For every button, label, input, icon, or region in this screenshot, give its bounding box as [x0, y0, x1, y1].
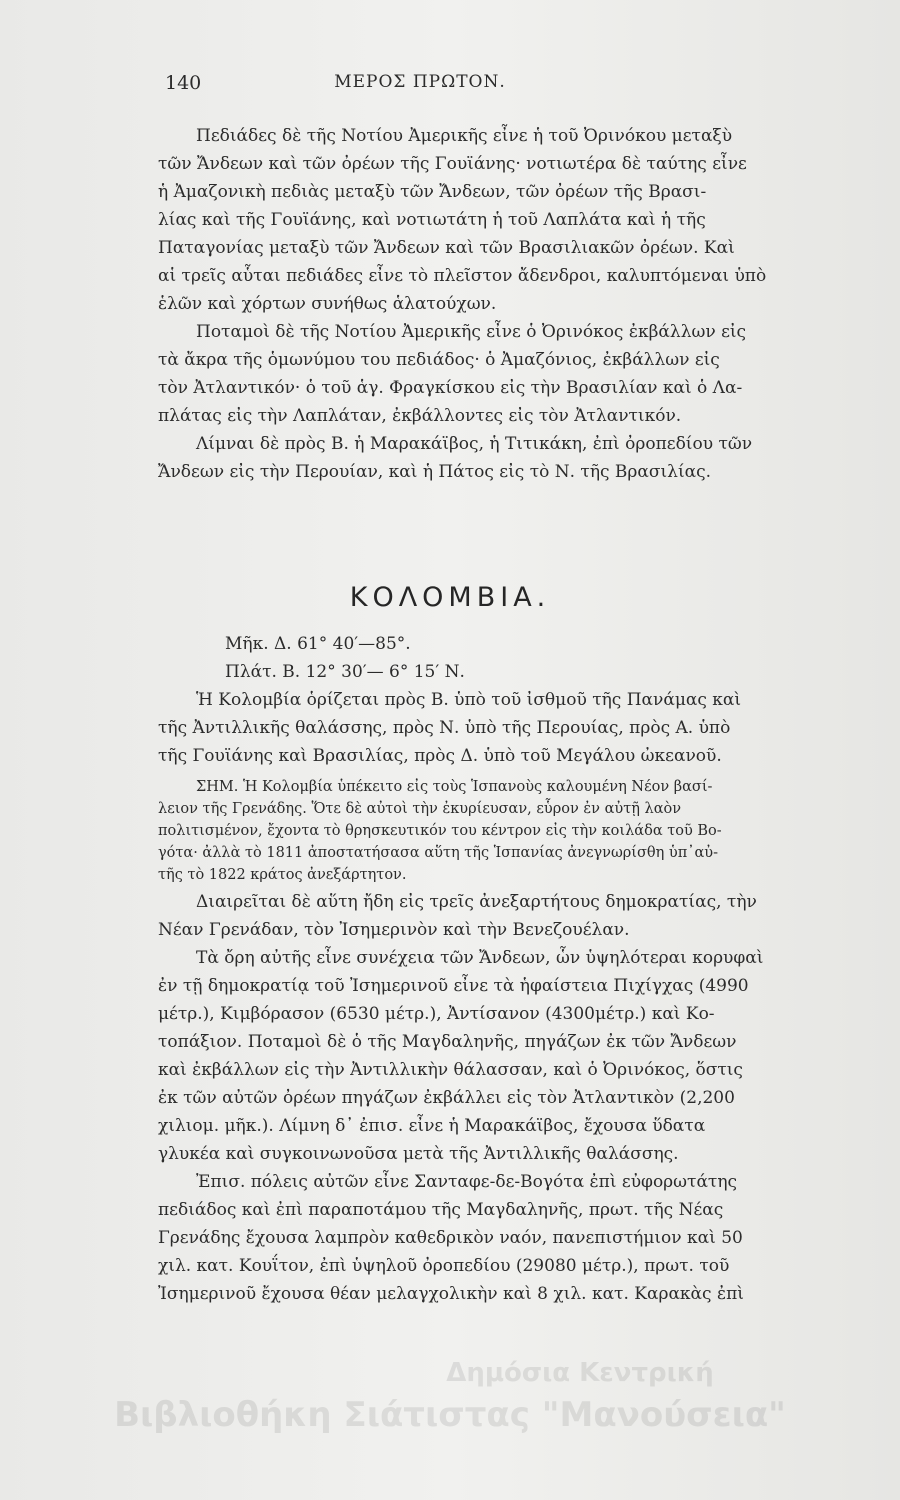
text-line: Ἡ Κολομβία ὁρίζεται πρὸς Β. ὑπὸ τοῦ ἰσθμοῦ τῆς Πανάμας καὶ	[196, 690, 742, 710]
note-line: ΣΗΜ. Ἡ Κολομβία ὑπέκειτο εἰς τοὺς Ἱσπανοὺς καλουμένη Νέον βασί-	[196, 779, 713, 795]
text-line: χιλ. κατ. Κουΐτον, ἐπὶ ὑψηλοῦ ὀροπεδίου (29080 μέτρ.), πρωτ. τοῦ	[158, 1256, 730, 1276]
text-line: τοπάξιον. Ποταμοὶ δὲ ὁ τῆς Μαγδαληνῆς, πηγάζων ἐκ τῶν Ἄνδεων	[158, 1032, 737, 1052]
longitude-line: Μῆκ. Δ. 61° 40′—85°.	[225, 634, 411, 654]
latitude-line: Πλάτ. Β. 12° 30′— 6° 15′ Ν.	[225, 662, 465, 682]
text-line: τῆς Γουϊάνης καὶ Βρασιλίας, πρὸς Δ. ὑπὸ τοῦ Μεγάλου ὠκεανοῦ.	[158, 746, 722, 766]
note-line: τῆς τὸ 1822 κράτος ἀνεξάρτητον.	[158, 867, 407, 883]
text-line: ἡ Ἀμαζονικὴ πεδιὰς μεταξὺ τῶν Ἄνδεων, τῶν ὀρέων τῆς Βρασι-	[158, 182, 707, 202]
note-line: πολιτισμένον, ἔχοντα τὸ θρησκευτικόν του κέντρον εἰς τὴν κοιλάδα τοῦ Βο-	[158, 823, 722, 839]
text-line: Ποταμοὶ δὲ τῆς Νοτίου Ἀμερικῆς εἶνε ὁ Ὀρινόκος ἐκβάλλων εἰς	[196, 322, 747, 342]
section-title: ΚΟΛΟΜΒΙΑ.	[349, 582, 551, 613]
south-america-text	[158, 122, 878, 486]
text-line: πλάτας εἰς τὴν Λαπλάταν, ἐκβάλλοντες εἰς τὸν Ἀτλαντικόν.	[158, 406, 682, 426]
text-line: γλυκέα καὶ συγκοινωνοῦσα μετὰ τῆς Ἀντιλλικῆς θαλάσσης.	[158, 1144, 679, 1164]
text-line: Νέαν Γρενάδαν, τὸν Ἰσημερινὸν καὶ τὴν Βενεζουέλαν.	[158, 920, 630, 940]
text-line: τῆς Ἀντιλλικῆς θαλάσσης, πρὸς Ν. ὑπὸ τῆς Περουίας, πρὸς Α. ὑπὸ	[158, 718, 731, 738]
page-number: 140	[165, 72, 202, 94]
text-line: ἐκ τῶν αὐτῶν ὀρέων πηγάζων ἐκβάλλει εἰς τὸν Ἀτλαντικὸν (2,200	[158, 1088, 735, 1108]
page-header	[165, 72, 675, 102]
text-line: χιλιομ. μῆκ.). Λίμνη δ᾽ ἐπισ. εἶνε ἡ Μαρακάϊβος, ἔχουσα ὕδατα	[158, 1116, 706, 1136]
colombia-body-text	[158, 888, 878, 1308]
text-line: Πεδιάδες δὲ τῆς Νοτίου Ἀμερικῆς εἶνε ἡ τοῦ Ὀρινόκου μεταξὺ	[196, 126, 733, 146]
text-line: Γρενάδης ἔχουσα λαμπρὸν καθεδρικὸν ναόν, πανεπιστήμιον καὶ 50	[158, 1228, 743, 1248]
running-head: ΜΕΡΟΣ ΠΡΩΤΟΝ.	[334, 72, 506, 92]
text-line: Τὰ ὄρη αὐτῆς εἶνε συνέχεια τῶν Ἄνδεων, ὧν ὑψηλότεραι κορυφαὶ	[196, 948, 764, 968]
coordinates	[225, 630, 465, 686]
note-block	[158, 776, 878, 886]
borders-paragraph	[158, 686, 878, 770]
text-line: πεδιάδος καὶ ἐπὶ παραποτάμου τῆς Μαγδαληνῆς, πρωτ. τῆς Νέας	[158, 1200, 724, 1220]
text-line: Λίμναι δὲ πρὸς Β. ἡ Μαρακάϊβος, ἡ Τιτικάκη, ἐπὶ ὀροπεδίου τῶν	[196, 434, 753, 454]
text-line: Ἰσημερινοῦ ἔχουσα θέαν μελαγχολικὴν καὶ 8 χιλ. κατ. Καρακὰς ἐπὶ	[158, 1284, 744, 1304]
text-line: αἱ τρεῖς αὗται πεδιάδες εἶνε τὸ πλεῖστον ἄδενδροι, καλυπτόμεναι ὑπὸ	[158, 266, 767, 286]
text-line: Παταγονίας μεταξὺ τῶν Ἄνδεων καὶ τῶν Βρασιλιακῶν ὀρέων. Καὶ	[158, 238, 735, 258]
text-line: καὶ ἐκβάλλων εἰς τὴν Ἀντιλλικὴν θάλασσαν, καὶ ὁ Ὀρινόκος, ὅστις	[158, 1060, 743, 1080]
text-line: τὸν Ἀτλαντικόν· ὁ τοῦ ἁγ. Φραγκίσκου εἰς τὴν Βρασιλίαν καὶ ὁ Λα-	[158, 378, 743, 398]
text-line: τῶν Ἄνδεων καὶ τῶν ὀρέων τῆς Γουϊάνης· νοτιωτέρα δὲ ταύτης εἶνε	[158, 154, 747, 174]
note-line: γότα· ἀλλὰ τὸ 1811 ἀποστατήσασα αὕτη τῆς Ἱσπανίας ἀνεγνωρίσθη ὑπ᾽αὐ-	[158, 845, 719, 861]
library-watermark-line-1: Δημόσια Κεντρική	[446, 1358, 714, 1388]
text-line: τὰ ἄκρα τῆς ὁμωνύμου του πεδιάδος· ὁ Ἀμαζόνιος, ἐκβάλλων εἰς	[158, 350, 720, 370]
text-line: ἐν τῇ δημοκρατίᾳ τοῦ Ἰσημερινοῦ εἶνε τὰ ἡφαίστεια Πιχίγχας (4990	[158, 976, 749, 996]
text-line: Διαιρεῖται δὲ αὕτη ἤδη εἰς τρεῖς ἀνεξαρτήτους δημοκρατίας, τὴν	[196, 892, 757, 912]
text-line: λίας καὶ τῆς Γουϊάνης, καὶ νοτιωτάτη ἡ τοῦ Λαπλάτα καὶ ἡ τῆς	[158, 210, 706, 230]
note-line: λειον τῆς Γρενάδης. Ὅτε δὲ αὐτοὶ τὴν ἐκυρίευσαν, εὗρον ἐν αὐτῇ λαὸν	[158, 801, 682, 817]
library-watermark-line-2: Βιβλιοθήκη Σιάτιστας "Μανούσεια"	[114, 1395, 786, 1435]
text-line: ἑλῶν καὶ χόρτων συνήθως ἁλατούχων.	[158, 294, 497, 314]
text-line: Ἐπισ. πόλεις αὐτῶν εἶνε Σανταφε-δε-Βογότα ἐπὶ εὐφορωτάτης	[196, 1172, 738, 1192]
text-line: μέτρ.), Κιμβόρασον (6530 μέτρ.), Ἀντίσανον (4300μέτρ.) καὶ Κο-	[158, 1004, 715, 1024]
text-line: Ἄνδεων εἰς τὴν Περουίαν, καὶ ἡ Πάτος εἰς τὸ Ν. τῆς Βρασιλίας.	[158, 462, 712, 482]
